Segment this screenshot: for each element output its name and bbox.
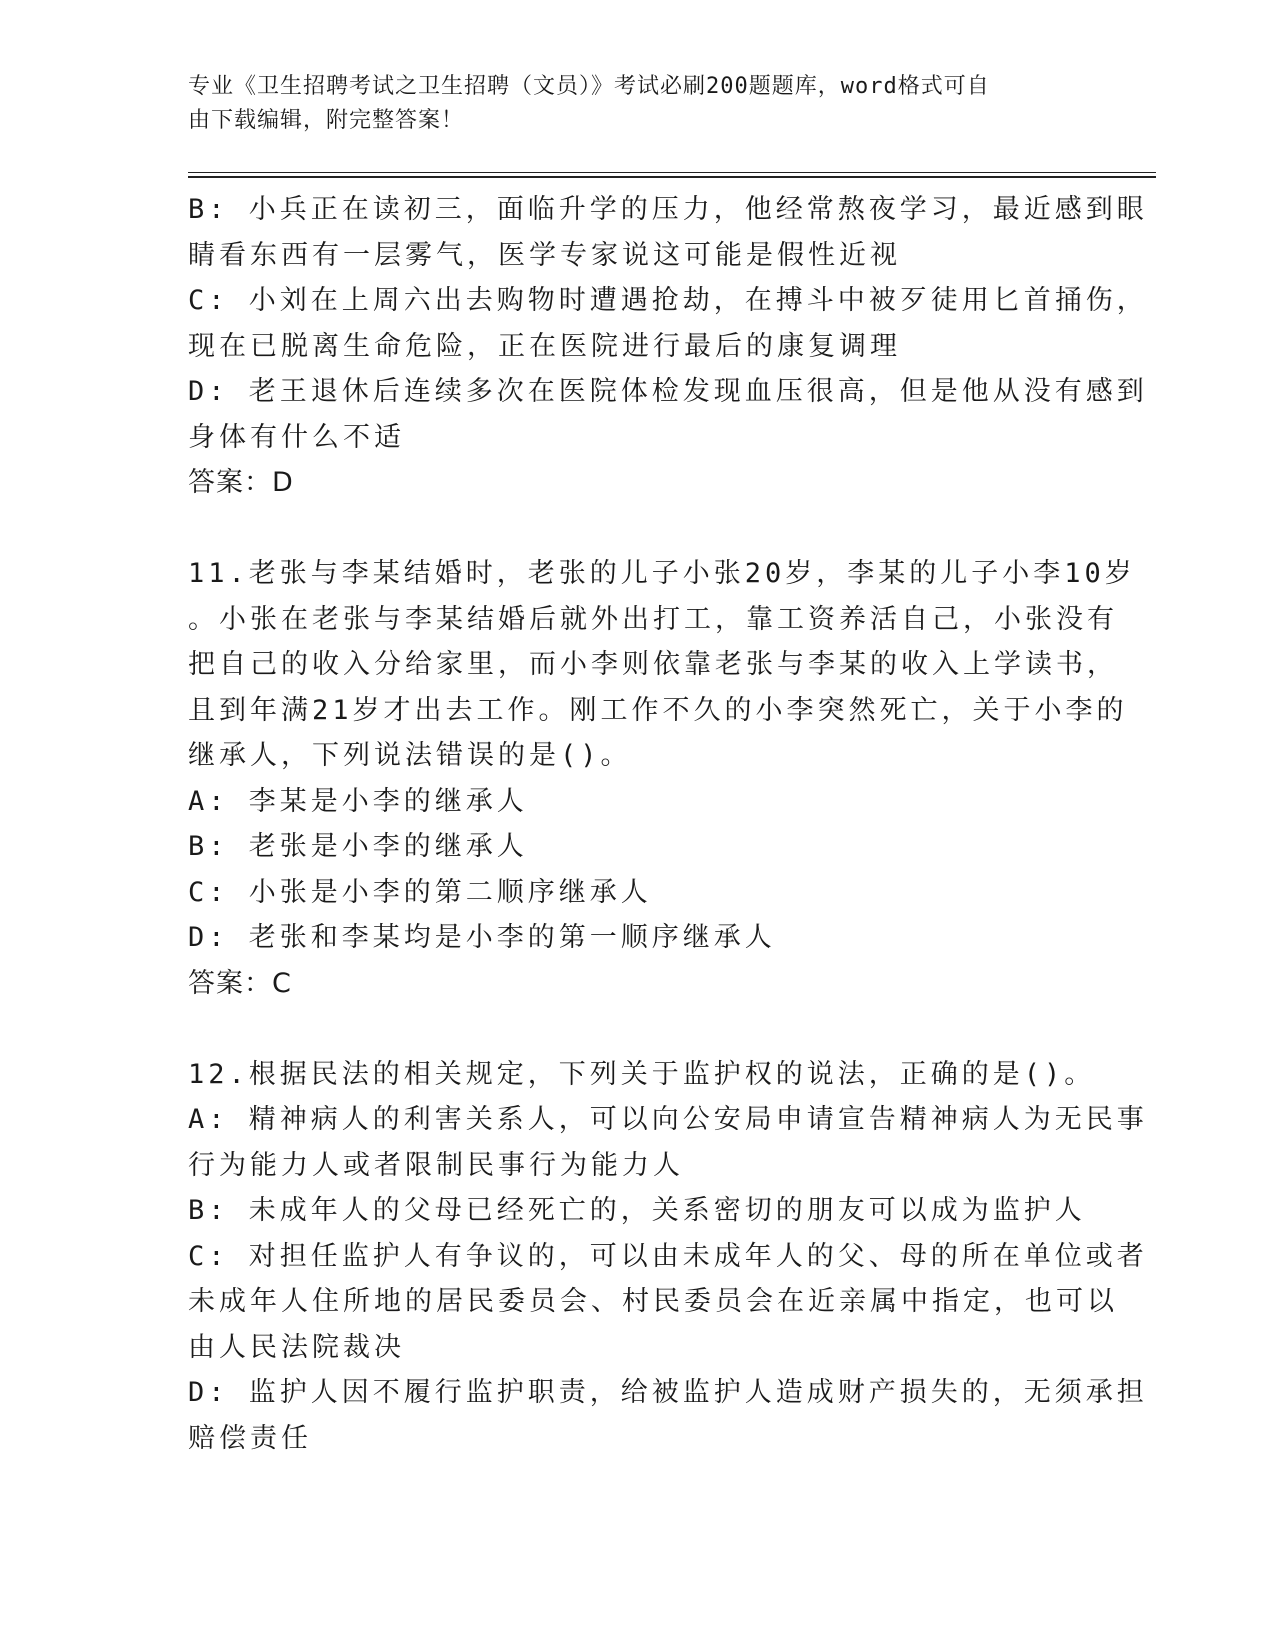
q12-option-a-line-2: 行为能力人或者限制民事行为能力人 bbox=[188, 1149, 684, 1181]
q11-option-b: B: 老张是小李的继承人 bbox=[188, 831, 528, 862]
q11-stem-line-2: 。小张在老张与李某结婚后就外出打工，靠工资养活自己，小张没有 bbox=[188, 603, 1118, 635]
q11-option-c: C: 小张是小李的第二顺序继承人 bbox=[188, 876, 652, 908]
question-11 bbox=[188, 551, 1136, 1006]
q10-option-c-line-2: 现在已脱离生命危险，正在医院进行最后的康复调理 bbox=[188, 330, 901, 362]
q10-option-c-line-1: C: 小刘在上周六出去购物时遭遇抢劫，在搏斗中被歹徒用匕首捅伤， bbox=[188, 285, 1148, 316]
q12-option-c-line-2: 未成年人住所地的居民委员会、村民委员会在近亲属中指定，也可以 bbox=[188, 1286, 1118, 1317]
q12-option-d-line-1: D: 监护人因不履行监护职责，给被监护人造成财产损失的，无须承担 bbox=[188, 1377, 1148, 1408]
q10-option-b-line-2: 睛看东西有一层雾气，医学专家说这可能是假性近视 bbox=[188, 239, 901, 271]
q12-stem-line-1: 12.根据民法的相关规定，下列关于监护权的说法，正确的是()。 bbox=[188, 1058, 1096, 1090]
q11-stem-line-3: 把自己的收入分给家里，而小李则依靠老张与李某的收入上学读书， bbox=[188, 649, 1118, 680]
q12-option-a-line-1: A: 精神病人的利害关系人，可以向公安局申请宣告精神病人为无民事 bbox=[188, 1104, 1148, 1135]
question-spacer bbox=[188, 506, 1088, 552]
q10-option-d-line-2: 身体有什么不适 bbox=[188, 421, 405, 453]
q12-option-b-line-1: B: 未成年人的父母已经死亡的，关系密切的朋友可以成为监护人 bbox=[188, 1195, 1086, 1226]
header-rule-bottom bbox=[188, 176, 1156, 178]
document-body bbox=[188, 187, 1148, 1461]
q11-stem-line-5: 继承人，下列说法错误的是()。 bbox=[188, 740, 632, 771]
q10-answer: 答案：D bbox=[188, 467, 294, 498]
header-line-2: 由下载编辑，附完整答案！ bbox=[188, 108, 465, 133]
q12-option-c-line-1: C: 对担任监护人有争议的，可以由未成年人的父、母的所在单位或者 bbox=[188, 1240, 1148, 1272]
q11-answer: 答案：C bbox=[188, 967, 292, 999]
q12-option-c-line-3: 由人民法院裁决 bbox=[188, 1331, 405, 1363]
header-line-1: 专业《卫生招聘考试之卫生招聘（文员）》考试必刷200题题库，word格式可自 bbox=[188, 74, 990, 99]
document-header bbox=[188, 70, 1068, 138]
q11-stem-line-1: 11.老张与李某结婚时，老张的儿子小张20岁，李某的儿子小李10岁 bbox=[188, 558, 1136, 589]
question-spacer bbox=[188, 1006, 1088, 1052]
header-rule-top bbox=[188, 172, 1156, 173]
q11-option-d: D: 老张和李某均是小李的第一顺序继承人 bbox=[188, 922, 776, 953]
question-10-tail bbox=[188, 187, 1148, 506]
q11-option-a: A: 李某是小李的继承人 bbox=[188, 785, 528, 817]
question-12 bbox=[188, 1052, 1148, 1462]
q12-option-d-line-2: 赔偿责任 bbox=[188, 1422, 312, 1454]
q11-stem-line-4: 且到年满21岁才出去工作。刚工作不久的小李突然死亡，关于小李的 bbox=[188, 694, 1128, 726]
q10-option-d-line-1: D: 老王退休后连续多次在医院体检发现血压很高，但是他从没有感到 bbox=[188, 376, 1148, 407]
q10-option-b-line-1: B: 小兵正在读初三，面临升学的压力，他经常熬夜学习，最近感到眼 bbox=[188, 194, 1148, 225]
